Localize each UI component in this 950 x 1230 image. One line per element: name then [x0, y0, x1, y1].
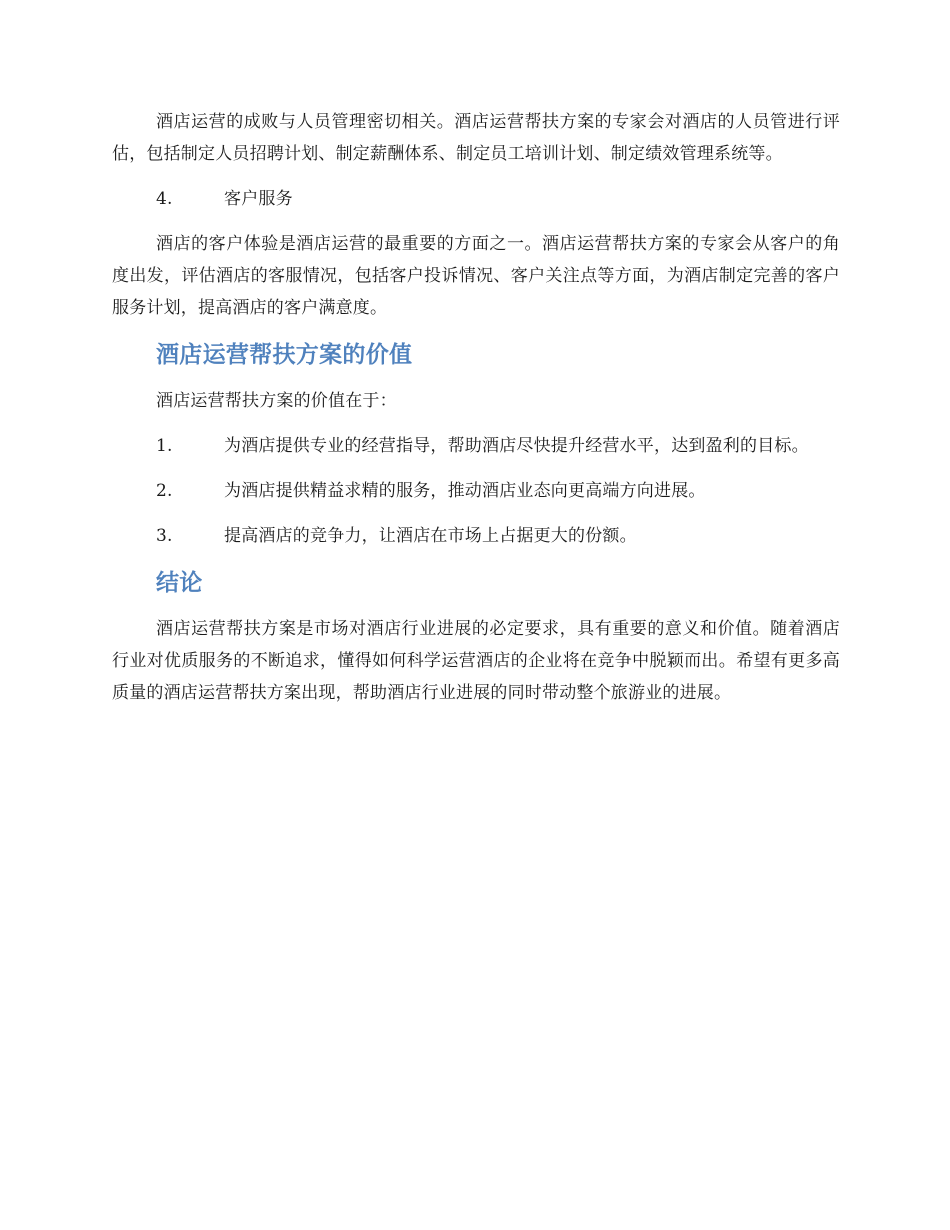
list-number: 2. [156, 481, 173, 501]
list-item-value-2 [112, 475, 840, 507]
section-heading-value: 酒店运营帮扶方案的价值 [156, 342, 413, 368]
paragraph-conclusion: 酒店运营帮扶方案是市场对酒店行业进展的必定要求，具有重要的意义和价值。随着酒店行业对优质服务的不断追求，懂得如何科学运营酒店的企业将在竞争中脱颖而出。希望有更多高质量的酒店运营帮扶方案出现，帮助酒店行业进展的同时带动整个旅游业的进展。 [112, 619, 840, 703]
list-number: 3. [156, 526, 173, 546]
paragraph-staff-management: 酒店运营的成败与人员管理密切相关。酒店运营帮扶方案的专家会对酒店的人员管进行评估，包括制定人员招聘计划、制定薪酬体系、制定员工培训计划、制定绩效管理系统等。 [112, 112, 840, 164]
list-number: 1. [156, 436, 173, 456]
list-item-value-3 [112, 520, 840, 552]
paragraph-customer-service: 酒店的客户体验是酒店运营的最重要的方面之一。酒店运营帮扶方案的专家会从客户的角度出发，评估酒店的客服情况，包括客户投诉情况、客户关注点等方面，为酒店制定完善的客户服务计划，提高酒店的客户满意度。 [112, 234, 840, 318]
list-text: 为酒店提供专业的经营指导，帮助酒店尽快提升经营水平，达到盈利的目标。 [224, 436, 809, 456]
list-text: 为酒店提供精益求精的服务，推动酒店业态向更高端方向进展。 [224, 481, 706, 501]
list-text: 提高酒店的竞争力，让酒店在市场上占据更大的份额。 [224, 526, 637, 546]
section-heading-conclusion: 结论 [156, 570, 203, 596]
list-item-customer-service [112, 183, 840, 215]
list-number: 4. [156, 189, 173, 209]
document-body [112, 106, 840, 722]
list-item-value-1 [112, 430, 840, 462]
paragraph-value-intro: 酒店运营帮扶方案的价值在于： [156, 391, 397, 411]
list-text: 客户服务 [224, 189, 293, 209]
